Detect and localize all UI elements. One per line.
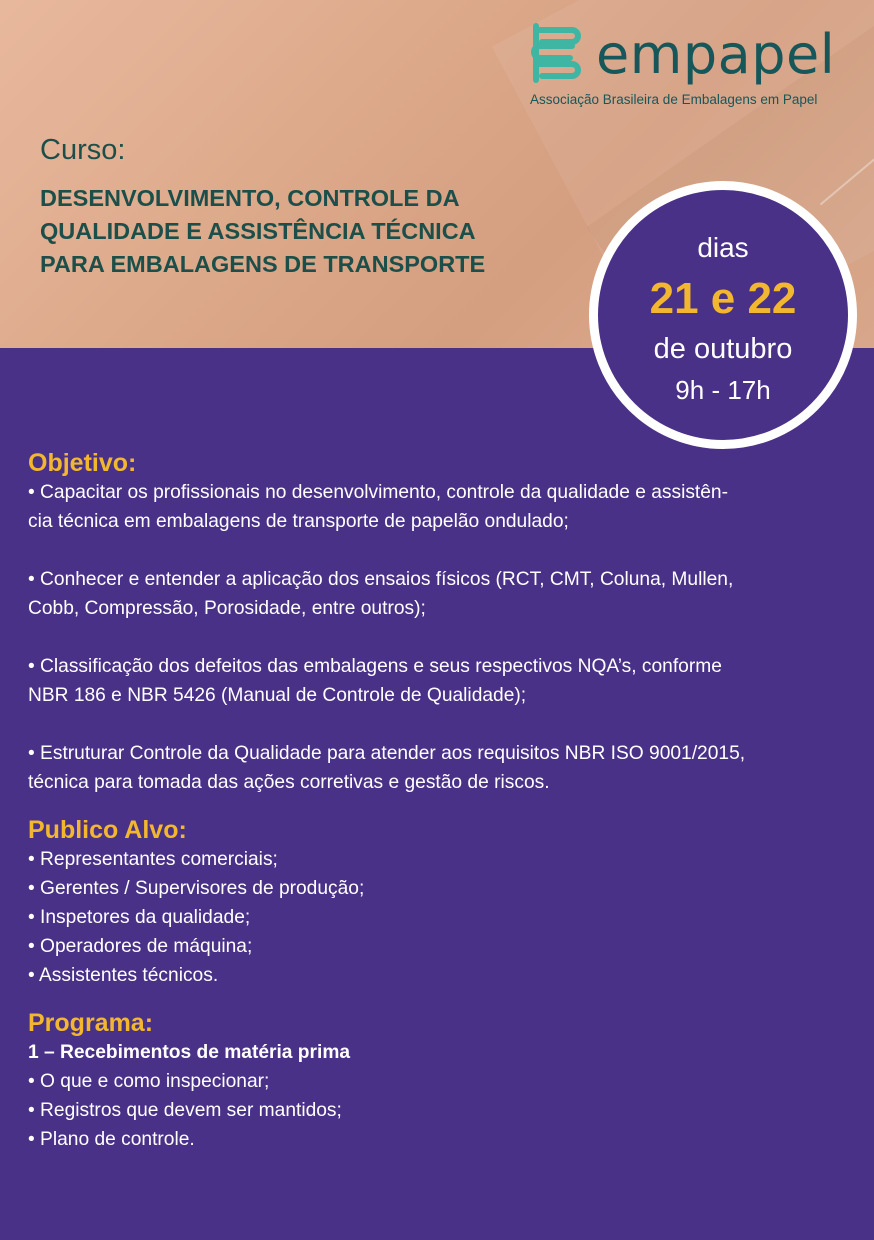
objetivo-line: técnica para tomada das ações corretivas e gestão de riscos. — [28, 772, 550, 793]
empapel-logo-icon — [528, 22, 584, 84]
course-title-line: DESENVOLVIMENTO, CONTROLE DA — [40, 185, 460, 211]
publico-item: • Representantes comerciais; — [28, 849, 278, 870]
objetivo-line: • Capacitar os profissionais no desenvolvimento, controle da qualidade e assistên- — [28, 482, 728, 503]
objetivo-line: • Classificação dos defeitos das embalagens e seus respectivos NQA’s, conforme — [28, 656, 722, 677]
logo-wordmark: empapel — [596, 23, 836, 86]
publico-item: • Gerentes / Supervisores de produção; — [28, 878, 365, 899]
date-month: de outubro — [653, 333, 793, 365]
course-details — [28, 448, 856, 1154]
objetivo-line: • Conhecer e entender a aplicação dos ensaios físicos (RCT, CMT, Coluna, Mullen, — [28, 569, 734, 590]
course-label: Curso: — [40, 134, 126, 166]
date-days: 21 e 22 — [649, 274, 797, 323]
programa-item: • Plano de controle. — [28, 1129, 195, 1150]
date-prefix: dias — [697, 232, 749, 263]
objetivo-item — [28, 739, 856, 797]
course-title-line: QUALIDADE E ASSISTÊNCIA TÉCNICA — [40, 218, 476, 244]
programa-item: • Registros que devem ser mantidos; — [28, 1100, 342, 1121]
empapel-logo — [528, 22, 848, 112]
objetivo-heading: Objetivo: — [28, 449, 137, 477]
objetivo-item — [28, 478, 856, 536]
logo-tagline: Associação Brasileira de Embalagens em Papel — [530, 92, 818, 107]
objetivo-line: NBR 186 e NBR 5426 (Manual de Controle de Qualidade); — [28, 685, 527, 706]
programa-item: • O que e como inspecionar; — [28, 1071, 270, 1092]
course-title-line: PARA EMBALAGENS DE TRANSPORTE — [40, 251, 486, 277]
objetivo-line: Cobb, Compressão, Porosidade, entre outros); — [28, 598, 426, 619]
objetivo-line: • Estruturar Controle da Qualidade para atender aos requisitos NBR ISO 9001/2015, — [28, 743, 746, 764]
publico-item: • Inspetores da qualidade; — [28, 907, 251, 928]
course-title — [40, 182, 600, 281]
publico-item: • Assistentes técnicos. — [28, 965, 219, 986]
programa-subheading: 1 – Recebimentos de matéria prima — [28, 1042, 351, 1063]
date-hours: 9h - 17h — [675, 375, 771, 405]
date-badge — [589, 181, 857, 449]
publico-item: • Operadores de máquina; — [28, 936, 253, 957]
objetivo-item — [28, 565, 856, 623]
publico-heading: Publico Alvo: — [28, 816, 187, 844]
programa-heading: Programa: — [28, 1009, 154, 1037]
objetivo-item — [28, 652, 856, 710]
objetivo-line: cia técnica em embalagens de transporte de papelão ondulado; — [28, 511, 569, 532]
